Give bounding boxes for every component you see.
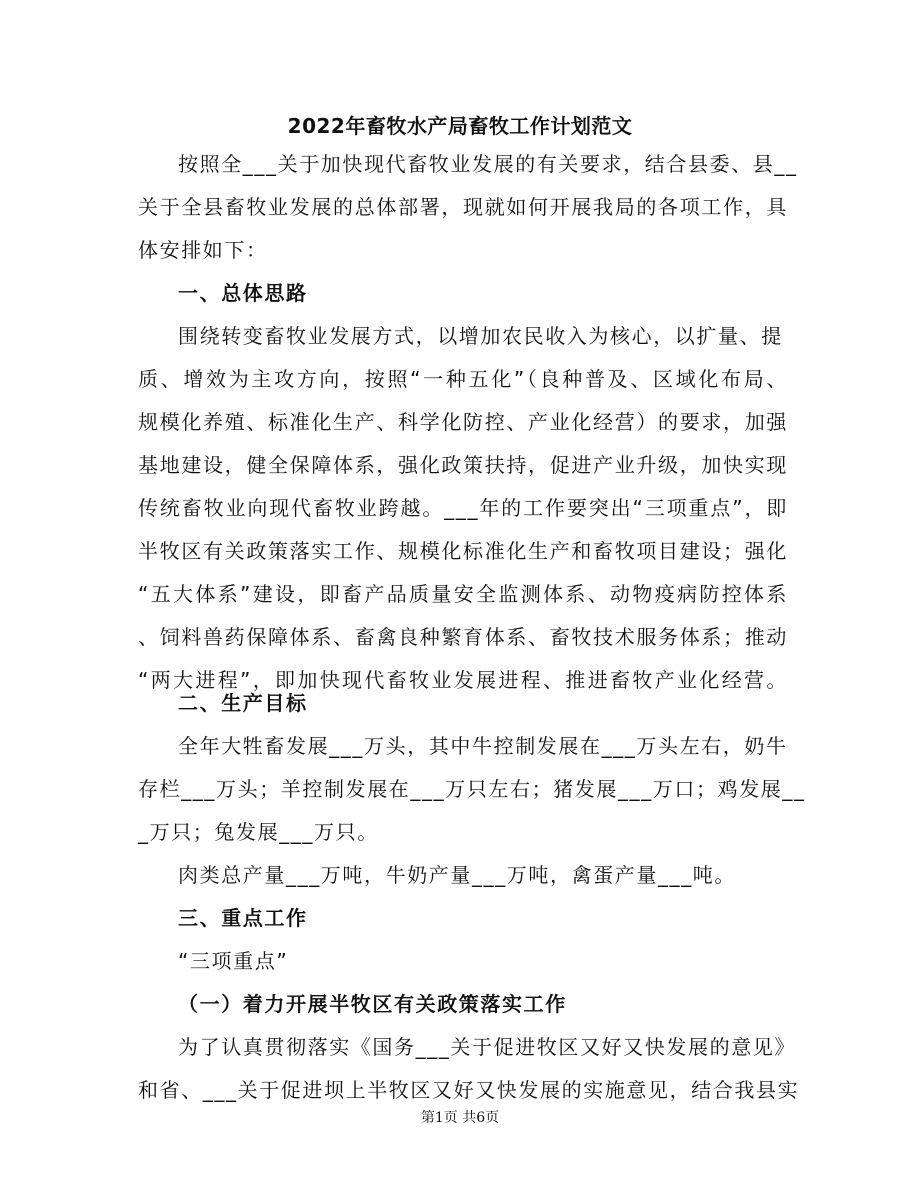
document-title: 2022年畜牧水产局畜牧工作计划范文 [287,114,633,138]
paragraph-line: 围绕转变畜牧业发展方式，以增加农民收入为核心，以扩量、提 [178,324,783,348]
paragraph-line: 全年大牲畜发展___万头，其中牛控制发展在___万头左右，奶牛 [178,734,788,758]
paragraph-line: 关于全县畜牧业发展的总体部署，现就如何开展我局的各项工作，具 [138,195,788,219]
paragraph-line: 基地建设，健全保障体系，强化政策扶持，促进产业升级，加快实现 [138,453,788,477]
paragraph-line: 半牧区有关政策落实工作、规模化标准化生产和畜牧项目建设；强化 [138,539,788,563]
paragraph-line: 、饲料兽药保障体系、畜禽良种繁育体系、畜牧技术服务体系；推动 [138,625,788,649]
paragraph-line: 和省、___关于促进坝上半牧区又好又快发展的实施意见，结合我县实 [138,1078,800,1102]
paragraph-line: 体安排如下： [138,238,268,262]
section-heading-targets: 二、生产目标 [178,691,308,715]
paragraph-line: _万只；兔发展___万只。 [138,820,379,844]
paragraph-line: 肉类总产量___万吨，牛奶产量___万吨，禽蛋产量___吨。 [178,863,736,887]
paragraph-line: 传统畜牧业向现代畜牧业跨越。___年的工作要突出“三项重点”，即 [138,496,788,520]
paragraph-line: 存栏___万头；羊控制发展在___万只左右；猪发展___万口；鸡发展__ [138,777,806,801]
paragraph-line: 规模化养殖、标准化生产、科学化防控、产业化经营）的要求，加强 [138,410,788,434]
paragraph-line: “两大进程”，即加快现代畜牧业发展进程、推进畜牧产业化经营。 [138,668,788,692]
paragraph-line: 为了认真贯彻落实《国务___关于促进牧区又好又快发展的意见》 [178,1035,796,1059]
subsection-heading: （一）着力开展半牧区有关政策落实工作 [178,992,567,1016]
paragraph-line: 按照全___关于加快现代畜牧业发展的有关要求，结合县委、县__ [178,152,798,176]
section-heading-key-work: 三、重点工作 [178,906,308,930]
section-heading-overall: 一、总体思路 [178,281,308,305]
page-number-footer: 第1页 共6页 [420,1110,500,1126]
paragraph-line: “五大体系”建设，即畜产品质量安全监测体系、动物疫病防控体系 [138,582,788,606]
paragraph-line: “三项重点” [178,949,289,973]
paragraph-line: 质、增效为主攻方向，按照“一种五化”（良种普及、区域化布局、 [138,367,788,391]
